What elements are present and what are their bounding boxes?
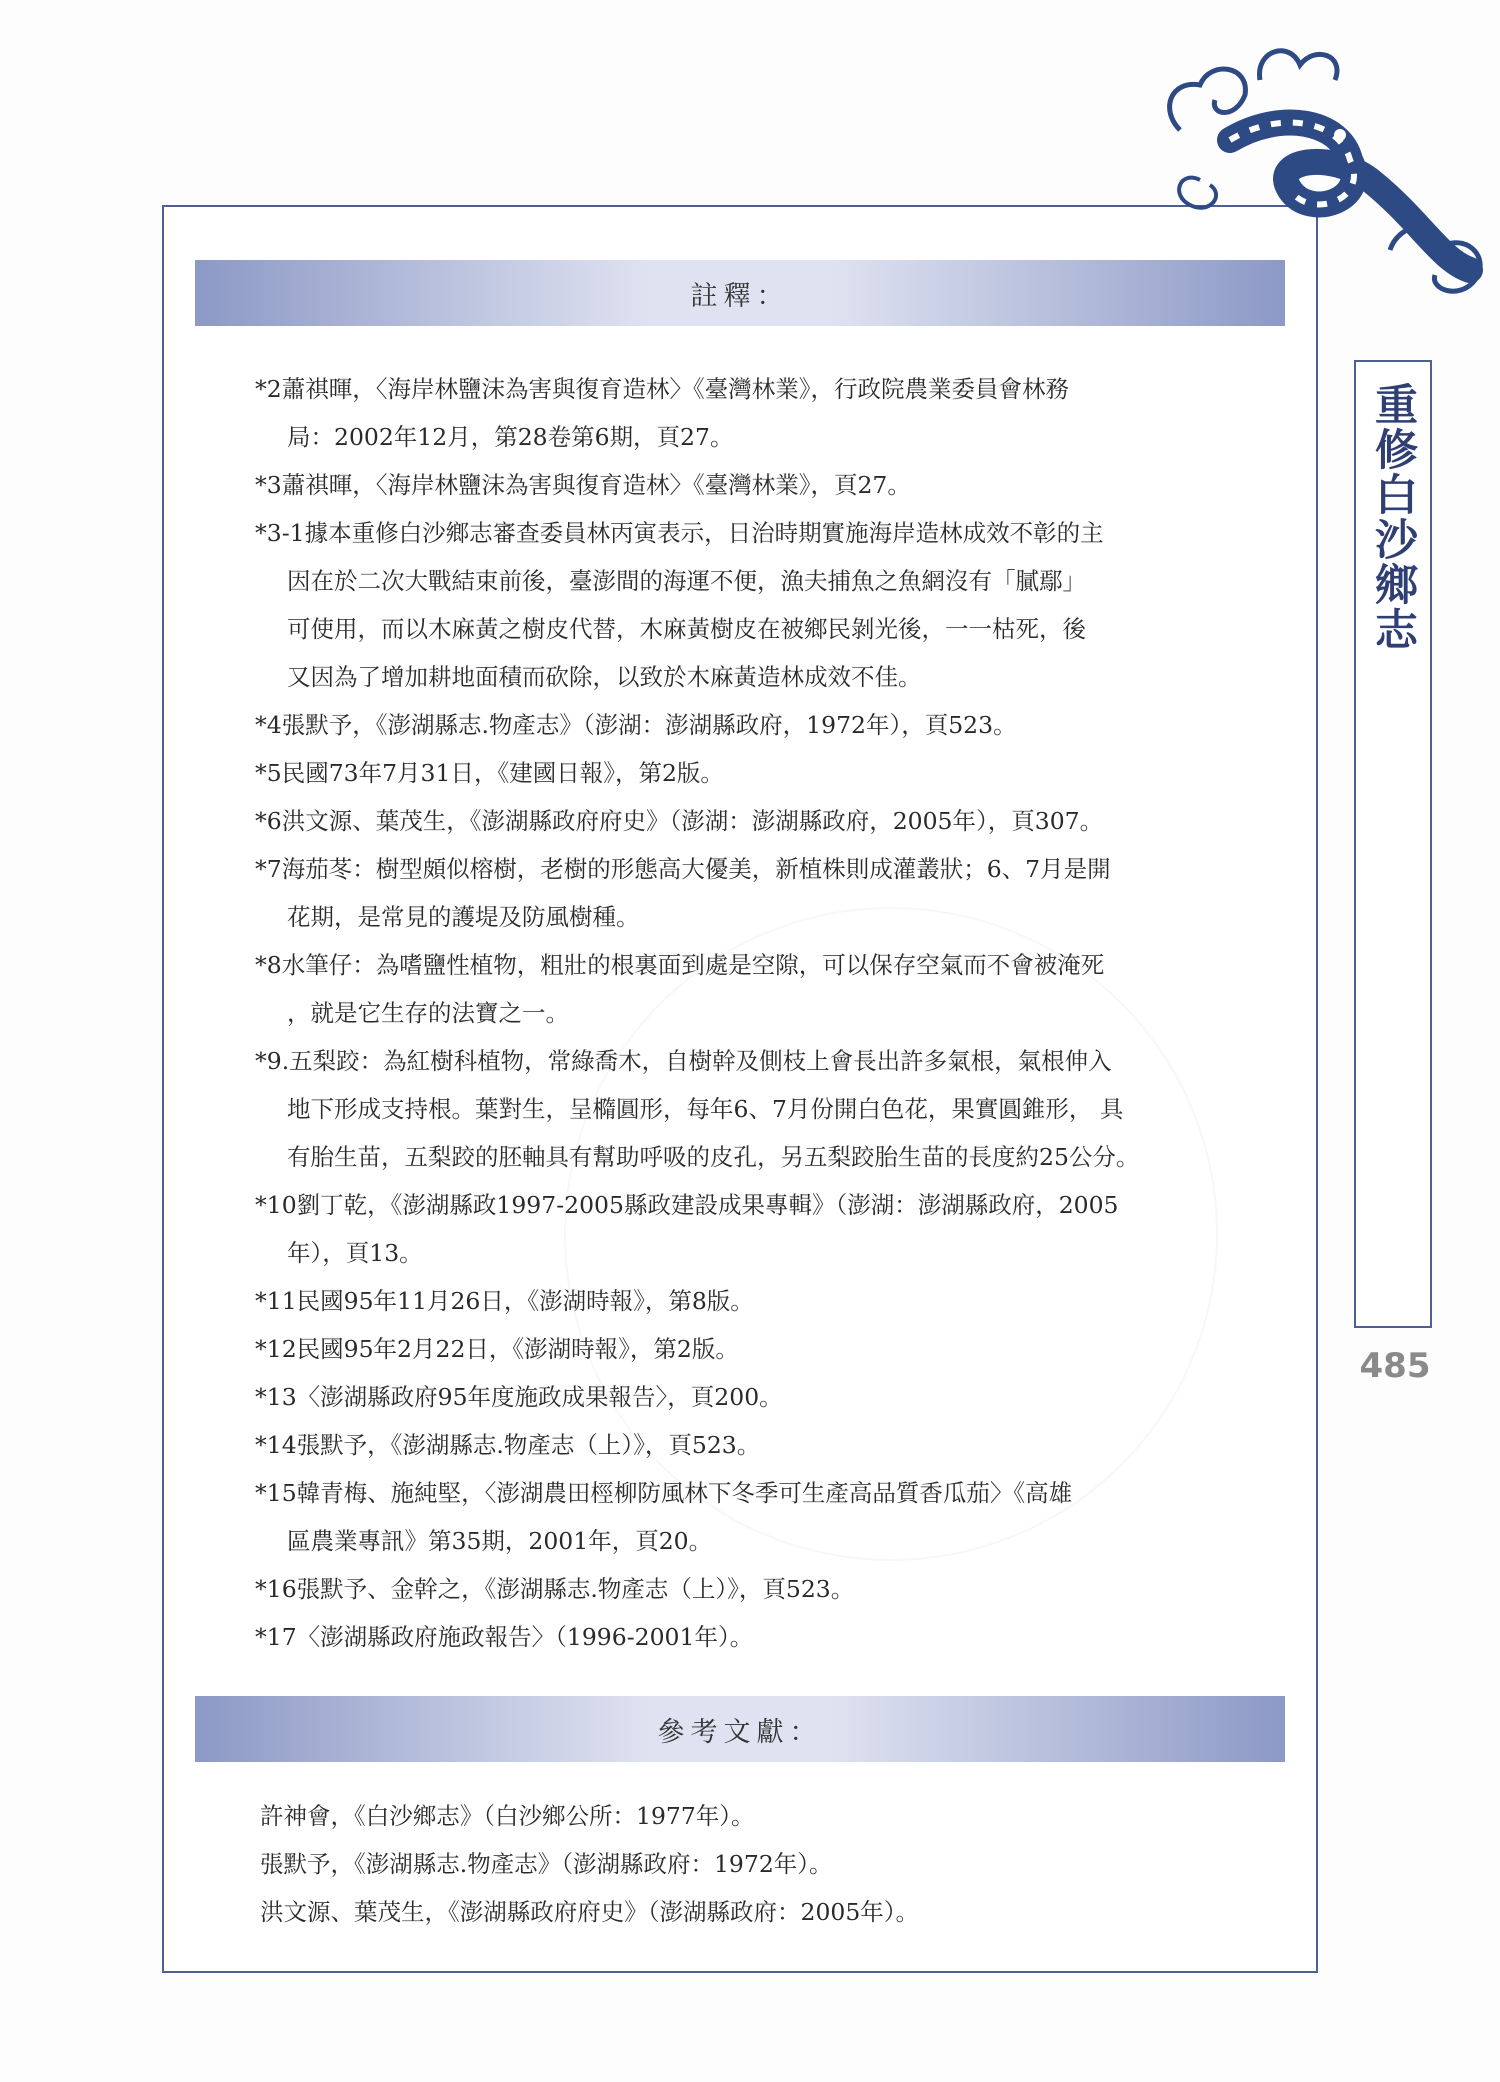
book-title: 重修白沙鄉志 [1368, 382, 1418, 652]
note-item: *11民國95年11月26日，《澎湖時報》，第8版。 [255, 1287, 754, 1315]
note-item-continuation: 花期，是常見的護堤及防風樹種。 [287, 903, 640, 931]
references-header [195, 1696, 1285, 1762]
notes-header-label: 註釋： [690, 280, 790, 312]
reference-item: 張默予，《澎湖縣志.物產志》（澎湖縣政府：1972年）。 [260, 1850, 833, 1878]
note-item: *8水筆仔：為嗜鹽性植物，粗壯的根裏面到處是空隙，可以保存空氣而不會被淹死 [255, 951, 1105, 979]
note-item: *10劉丁乾，《澎湖縣政1997-2005縣政建設成果專輯》（澎湖：澎湖縣政府，2005 [255, 1191, 1119, 1219]
note-item: *5民國73年7月31日，《建國日報》，第2版。 [255, 759, 724, 787]
reference-item: 洪文源、葉茂生，《澎湖縣政府府史》（澎湖縣政府：2005年）。 [260, 1898, 920, 1926]
references-list [260, 1792, 1260, 1936]
note-item-continuation: 可使用，而以木麻黃之樹皮代替，木麻黃樹皮在被鄉民剝光後，一一枯死，後 [287, 615, 1086, 643]
dragon-ornament-icon [1140, 20, 1500, 360]
note-item: *7海茄苳：樹型頗似榕樹，老樹的形態高大優美，新植株則成灌叢狀；6、7月是開 [255, 855, 1111, 883]
note-item: *2蕭祺暉，〈海岸林鹽沫為害與復育造林〉《臺灣林業》，行政院農業委員會林務 [255, 375, 1069, 403]
note-item-continuation: 區農業專訊》第35期，2001年，頁20。 [287, 1527, 713, 1555]
note-item: *15韓青梅、施純堅，〈澎湖農田桱柳防風林下冬季可生產高品質香瓜茄〉《高雄 [255, 1479, 1073, 1507]
reference-item: 許神會，《白沙鄉志》（白沙鄉公所：1977年）。 [260, 1802, 755, 1830]
note-item: *17〈澎湖縣政府施政報告〉（1996-2001年）。 [255, 1623, 754, 1651]
note-item: *3蕭祺暉，〈海岸林鹽沫為害與復育造林〉《臺灣林業》，頁27。 [255, 471, 911, 499]
note-item: *12民國95年2月22日，《澎湖時報》，第2版。 [255, 1335, 739, 1363]
chapter-sidebar [1354, 360, 1432, 1328]
note-item-continuation: 又因為了增加耕地面積而砍除，以致於木麻黃造林成效不佳。 [287, 663, 922, 691]
note-item-continuation: 有胎生苗，五梨跤的胚軸具有幫助呼吸的皮孔，另五梨跤胎生苗的長度約25公分。 [287, 1143, 1140, 1171]
note-item-continuation: 地下形成支持根。葉對生，呈橢圓形，每年6、7月份開白色花，果實圓錐形， 具 [287, 1095, 1124, 1123]
note-item: *13〈澎湖縣政府95年度施政成果報告〉，頁200。 [255, 1383, 783, 1411]
note-item: *4張默予，《澎湖縣志.物產志》（澎湖：澎湖縣政府，1972年），頁523。 [255, 711, 1017, 739]
references-header-label: 參考文獻： [657, 1716, 823, 1748]
note-item: *9.五梨跤：為紅樹科植物，常綠喬木，自樹幹及側枝上會長出許多氣根，氣根伸入 [255, 1047, 1112, 1075]
page-number: 485 [1359, 1346, 1431, 1386]
note-item-continuation: 因在於二次大戰結束前後，臺澎間的海運不便，漁夫捕魚之魚網沒有「膩鄢」 [287, 567, 1086, 595]
note-item: *16張默予、金幹之，《澎湖縣志.物產志（上）》，頁523。 [255, 1575, 855, 1603]
note-item: *3-1據本重修白沙鄉志審查委員林丙寅表示，日治時期實施海岸造林成效不彰的主 [255, 519, 1104, 547]
note-item-continuation: ，就是它生存的法寶之一。 [287, 999, 569, 1027]
notes-list [255, 365, 1285, 1661]
note-item-continuation: 局：2002年12月，第28卷第6期，頁27。 [287, 423, 734, 451]
note-item-continuation: 年），頁13。 [287, 1239, 423, 1267]
notes-header [195, 260, 1285, 326]
note-item: *6洪文源、葉茂生，《澎湖縣政府府史》（澎湖：澎湖縣政府，2005年），頁307。 [255, 807, 1104, 835]
note-item: *14張默予，《澎湖縣志.物產志（上）》，頁523。 [255, 1431, 761, 1459]
